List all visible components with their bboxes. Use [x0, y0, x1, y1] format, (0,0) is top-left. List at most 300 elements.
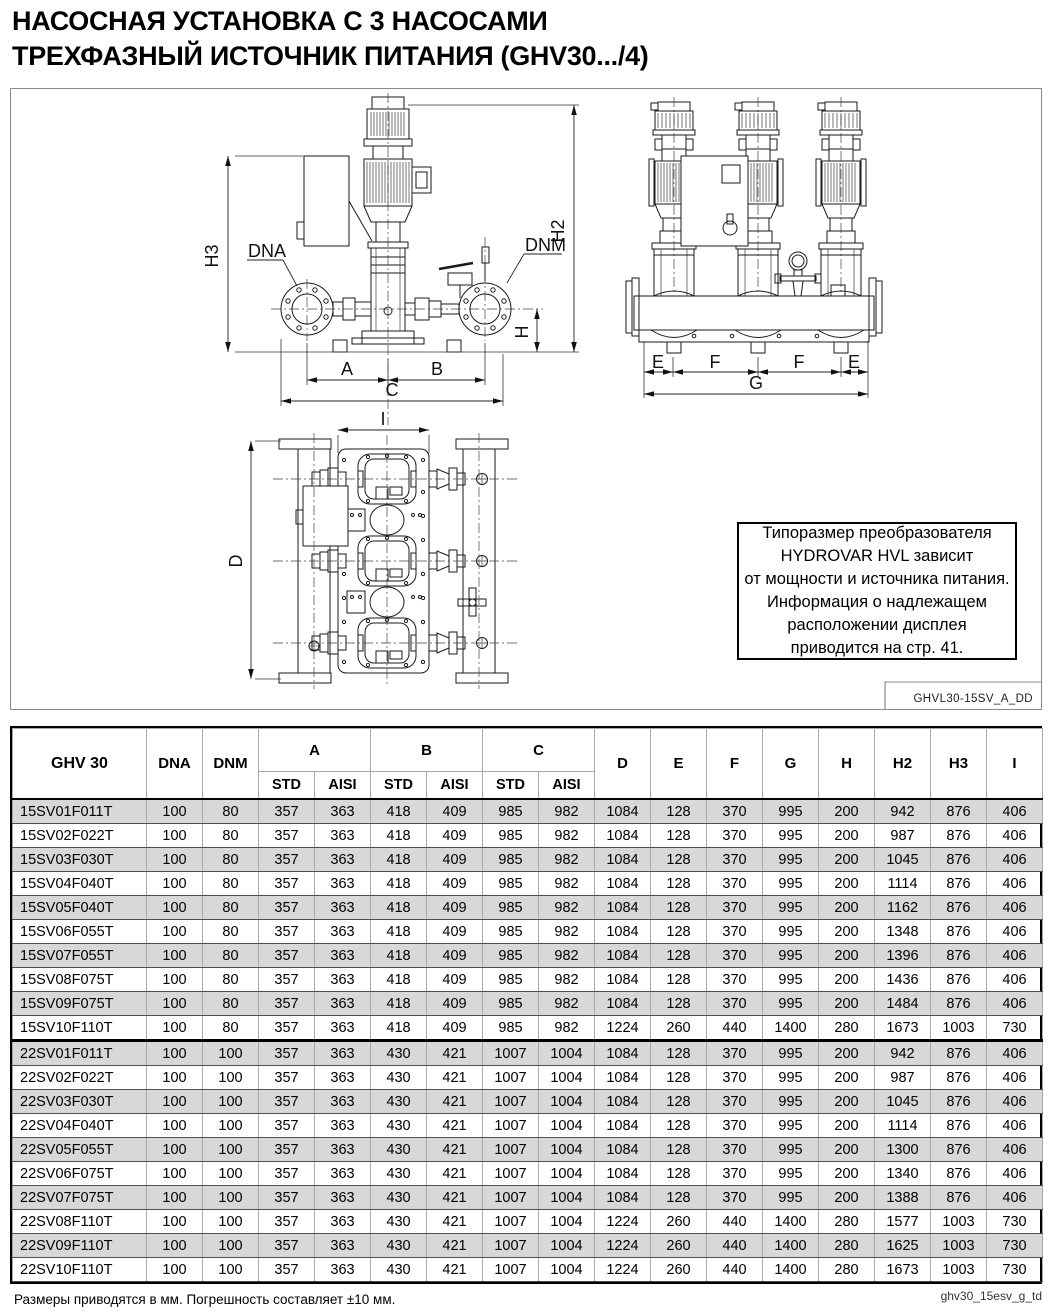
- row-label: 22SV03F030T: [13, 1090, 147, 1114]
- table-row: [13, 944, 1043, 968]
- cell: 370: [707, 896, 763, 920]
- cell: 995: [763, 799, 819, 824]
- cell: 876: [931, 1090, 987, 1114]
- column-header: I: [987, 729, 1043, 800]
- cell: 440: [707, 1234, 763, 1258]
- front-view: [235, 93, 579, 425]
- cell: 985: [483, 896, 539, 920]
- column-subheader: STD: [371, 772, 427, 800]
- table-row: [13, 1066, 1043, 1090]
- row-label: 15SV01F011T: [13, 799, 147, 824]
- front-pump: [333, 242, 461, 352]
- cell: 357: [259, 1066, 315, 1090]
- cell: 260: [651, 1016, 707, 1041]
- cell: 421: [427, 1186, 483, 1210]
- cell: 406: [987, 848, 1043, 872]
- cell: 80: [203, 799, 259, 824]
- cell: 363: [315, 920, 371, 944]
- cell: 363: [315, 1016, 371, 1041]
- cell: 1340: [875, 1162, 931, 1186]
- cell: 100: [147, 1258, 203, 1282]
- cell: 370: [707, 944, 763, 968]
- cell: 80: [203, 824, 259, 848]
- cell: 985: [483, 992, 539, 1016]
- cell: 100: [147, 944, 203, 968]
- cell: 1084: [595, 1138, 651, 1162]
- top-view: [273, 433, 517, 689]
- cell: 406: [987, 1066, 1043, 1090]
- cell: 876: [931, 1138, 987, 1162]
- cell: 1084: [595, 1114, 651, 1138]
- manifold: [626, 278, 882, 353]
- footer-note: Размеры приводятся в мм. Погрешность составляет ±10 мм.: [14, 1292, 396, 1307]
- cell: 357: [259, 920, 315, 944]
- cell: 200: [819, 920, 875, 944]
- cell: 100: [147, 1138, 203, 1162]
- row-label: 22SV07F075T: [13, 1186, 147, 1210]
- cell: 995: [763, 1162, 819, 1186]
- cell: 370: [707, 1162, 763, 1186]
- cell: 406: [987, 896, 1043, 920]
- cell: 100: [147, 1090, 203, 1114]
- cell: 363: [315, 944, 371, 968]
- cell: 370: [707, 1138, 763, 1162]
- cell: 430: [371, 1138, 427, 1162]
- cell: 730: [987, 1210, 1043, 1234]
- cell: 985: [483, 848, 539, 872]
- cell: 985: [483, 872, 539, 896]
- cell: 430: [371, 1210, 427, 1234]
- cell: 1400: [763, 1234, 819, 1258]
- cell: 982: [539, 872, 595, 896]
- cell: 363: [315, 1210, 371, 1234]
- control-box-top: [296, 486, 348, 546]
- cell: 363: [315, 1114, 371, 1138]
- cell: 409: [427, 944, 483, 968]
- cell: 200: [819, 824, 875, 848]
- cell: 876: [931, 872, 987, 896]
- row-label: 15SV02F022T: [13, 824, 147, 848]
- row-label: 15SV08F075T: [13, 968, 147, 992]
- cell: 982: [539, 848, 595, 872]
- cell: 100: [147, 968, 203, 992]
- cell: 200: [819, 799, 875, 824]
- note-line: HYDROVAR HVL зависит: [780, 547, 974, 565]
- cell: 421: [427, 1114, 483, 1138]
- cell: 430: [371, 1186, 427, 1210]
- cell: 200: [819, 1186, 875, 1210]
- cell: 409: [427, 896, 483, 920]
- cell: 1400: [763, 1210, 819, 1234]
- cell: 200: [819, 848, 875, 872]
- cell: 440: [707, 1016, 763, 1041]
- cell: 100: [147, 1066, 203, 1090]
- cell: 1084: [595, 992, 651, 1016]
- table-row: [13, 799, 1043, 824]
- cell: 982: [539, 920, 595, 944]
- row-label: 22SV04F040T: [13, 1114, 147, 1138]
- cell: 128: [651, 799, 707, 824]
- column-header: F: [707, 729, 763, 800]
- cell: 876: [931, 1162, 987, 1186]
- cell: 357: [259, 896, 315, 920]
- column-subheader: STD: [259, 772, 315, 800]
- cell: 421: [427, 1258, 483, 1282]
- cell: 985: [483, 1016, 539, 1041]
- row-label: 15SV07F055T: [13, 944, 147, 968]
- cell: 100: [147, 1210, 203, 1234]
- cell: 1084: [595, 872, 651, 896]
- cell: 1003: [931, 1258, 987, 1282]
- cell: 1084: [595, 944, 651, 968]
- cell: 876: [931, 848, 987, 872]
- cell: 730: [987, 1258, 1043, 1282]
- cell: 1300: [875, 1138, 931, 1162]
- cell: 421: [427, 1210, 483, 1234]
- table-row: [13, 872, 1043, 896]
- table-row: [13, 848, 1043, 872]
- cell: 730: [987, 1016, 1043, 1041]
- cell: 363: [315, 1138, 371, 1162]
- note-line: расположении дисплея: [787, 616, 967, 634]
- control-box-front: [297, 156, 372, 246]
- cell: 430: [371, 1258, 427, 1282]
- cell: 876: [931, 1114, 987, 1138]
- cell: 357: [259, 1138, 315, 1162]
- cell: 357: [259, 1162, 315, 1186]
- cell: 260: [651, 1258, 707, 1282]
- cell: 357: [259, 1258, 315, 1282]
- cell: 995: [763, 992, 819, 1016]
- cell: 418: [371, 968, 427, 992]
- cell: 1007: [483, 1090, 539, 1114]
- cell: 370: [707, 1186, 763, 1210]
- cell: 985: [483, 920, 539, 944]
- table-row: [13, 1041, 1043, 1066]
- cell: 876: [931, 920, 987, 944]
- cell: 1084: [595, 920, 651, 944]
- cell: 100: [147, 920, 203, 944]
- cell: 995: [763, 968, 819, 992]
- cell: 1004: [539, 1186, 595, 1210]
- cell: 406: [987, 1114, 1043, 1138]
- cell: 409: [427, 920, 483, 944]
- cell: 409: [427, 992, 483, 1016]
- dim-label-h3: H3: [202, 244, 222, 268]
- cell: 406: [987, 1041, 1043, 1066]
- dim-label-b: B: [430, 359, 444, 379]
- cell: 370: [707, 848, 763, 872]
- cell: 200: [819, 872, 875, 896]
- cell: 418: [371, 872, 427, 896]
- cell: 1003: [931, 1016, 987, 1041]
- cell: 440: [707, 1258, 763, 1282]
- cell: 982: [539, 799, 595, 824]
- cell: 1007: [483, 1258, 539, 1282]
- cell: 430: [371, 1041, 427, 1066]
- cell: 363: [315, 824, 371, 848]
- cell: 406: [987, 1138, 1043, 1162]
- cell: 100: [203, 1162, 259, 1186]
- cell: 370: [707, 1066, 763, 1090]
- cell: 1004: [539, 1210, 595, 1234]
- row-label: 22SV08F110T: [13, 1210, 147, 1234]
- cell: 100: [147, 896, 203, 920]
- cell: 100: [203, 1186, 259, 1210]
- cell: 128: [651, 1090, 707, 1114]
- pressure-gauge: [775, 252, 821, 296]
- cell: 370: [707, 968, 763, 992]
- cell: 1004: [539, 1138, 595, 1162]
- cell: 100: [203, 1041, 259, 1066]
- cell: 418: [371, 824, 427, 848]
- cell: 200: [819, 992, 875, 1016]
- cell: 876: [931, 968, 987, 992]
- row-label: 15SV09F075T: [13, 992, 147, 1016]
- cell: 1007: [483, 1186, 539, 1210]
- cell: 1400: [763, 1258, 819, 1282]
- cell: 357: [259, 1090, 315, 1114]
- cell: 370: [707, 1090, 763, 1114]
- cell: 1348: [875, 920, 931, 944]
- cell: 363: [315, 968, 371, 992]
- cell: 982: [539, 824, 595, 848]
- control-box-side: [681, 156, 748, 246]
- cell: 995: [763, 872, 819, 896]
- column-header: E: [651, 729, 707, 800]
- cell: 370: [707, 1114, 763, 1138]
- cell: 200: [819, 1162, 875, 1186]
- cell: 100: [147, 992, 203, 1016]
- cell: 421: [427, 1066, 483, 1090]
- cell: 128: [651, 896, 707, 920]
- note-line: Информация о надлежащем: [766, 593, 988, 611]
- cell: 1114: [875, 872, 931, 896]
- cell: 128: [651, 944, 707, 968]
- cell: 418: [371, 799, 427, 824]
- cell: 1084: [595, 799, 651, 824]
- cell: 128: [651, 992, 707, 1016]
- cell: 406: [987, 872, 1043, 896]
- cell: 1004: [539, 1090, 595, 1114]
- cell: 357: [259, 1016, 315, 1041]
- dimensions-table-wrap: [10, 726, 1042, 1284]
- cell: 200: [819, 944, 875, 968]
- header-row: [13, 729, 1043, 772]
- cell: 985: [483, 824, 539, 848]
- cell: 1224: [595, 1258, 651, 1282]
- cell: 982: [539, 944, 595, 968]
- cell: 985: [483, 968, 539, 992]
- cell: 128: [651, 824, 707, 848]
- cell: 995: [763, 848, 819, 872]
- cell: 200: [819, 1090, 875, 1114]
- cell: 80: [203, 1016, 259, 1041]
- cell: 421: [427, 1234, 483, 1258]
- cell: 406: [987, 1162, 1043, 1186]
- column-header: D: [595, 729, 651, 800]
- cell: 280: [819, 1258, 875, 1282]
- cell: 876: [931, 1066, 987, 1090]
- cell: 982: [539, 896, 595, 920]
- cell: 128: [651, 1066, 707, 1090]
- cell: 430: [371, 1114, 427, 1138]
- cell: 995: [763, 1138, 819, 1162]
- cell: 987: [875, 824, 931, 848]
- cell: 100: [147, 1016, 203, 1041]
- cell: 430: [371, 1234, 427, 1258]
- pump-unit-3: [816, 97, 866, 296]
- column-header: DNA: [147, 729, 203, 800]
- cell: 280: [819, 1234, 875, 1258]
- cell: 995: [763, 1114, 819, 1138]
- cell: 1084: [595, 968, 651, 992]
- cell: 418: [371, 920, 427, 944]
- cell: 100: [147, 1186, 203, 1210]
- dim-label-c: C: [385, 380, 399, 400]
- cell: 876: [931, 896, 987, 920]
- cell: 418: [371, 848, 427, 872]
- cell: 370: [707, 872, 763, 896]
- cell: 100: [203, 1258, 259, 1282]
- note-line: Типоразмер преобразователя: [762, 524, 992, 542]
- column-header: H3: [931, 729, 987, 800]
- table-row: [13, 1234, 1043, 1258]
- dimensions-table: [12, 728, 1043, 1282]
- cell: 100: [147, 799, 203, 824]
- cell: 409: [427, 824, 483, 848]
- cell: 1388: [875, 1186, 931, 1210]
- cell: 100: [147, 872, 203, 896]
- cell: 1004: [539, 1234, 595, 1258]
- note-line: приводится на стр. 41.: [790, 639, 964, 657]
- cell: 876: [931, 944, 987, 968]
- cell: 128: [651, 920, 707, 944]
- cell: 1004: [539, 1258, 595, 1282]
- discharge-connector: [405, 298, 459, 320]
- table-row: [13, 992, 1043, 1016]
- cell: 409: [427, 968, 483, 992]
- table-row: [13, 1138, 1043, 1162]
- dim-label-i: I: [380, 409, 386, 429]
- cell: 876: [931, 1041, 987, 1066]
- cell: 1673: [875, 1016, 931, 1041]
- column-subheader: STD: [483, 772, 539, 800]
- column-subheader: AISI: [427, 772, 483, 800]
- cell: 1004: [539, 1114, 595, 1138]
- cell: 1003: [931, 1234, 987, 1258]
- dim-label-d: D: [226, 554, 246, 568]
- row-label: 22SV09F110T: [13, 1234, 147, 1258]
- cell: 406: [987, 1186, 1043, 1210]
- cell: 1673: [875, 1258, 931, 1282]
- cell: 406: [987, 944, 1043, 968]
- cell: 1007: [483, 1138, 539, 1162]
- column-header: A: [259, 729, 371, 772]
- column-header: G: [763, 729, 819, 800]
- cell: 100: [203, 1114, 259, 1138]
- table-row: [13, 896, 1043, 920]
- cell: 995: [763, 944, 819, 968]
- cell: 363: [315, 896, 371, 920]
- cell: 128: [651, 1162, 707, 1186]
- row-label: 15SV06F055T: [13, 920, 147, 944]
- cell: 942: [875, 799, 931, 824]
- cell: 1045: [875, 848, 931, 872]
- table-row: [13, 1090, 1043, 1114]
- cell: 1007: [483, 1210, 539, 1234]
- cell: 260: [651, 1234, 707, 1258]
- cell: 357: [259, 944, 315, 968]
- cell: 982: [539, 992, 595, 1016]
- page-title: [12, 4, 649, 74]
- cell: 370: [707, 992, 763, 1016]
- cell: 200: [819, 896, 875, 920]
- cell: 995: [763, 824, 819, 848]
- cell: 1577: [875, 1210, 931, 1234]
- cell: 357: [259, 848, 315, 872]
- cell: 876: [931, 992, 987, 1016]
- cell: 409: [427, 1016, 483, 1041]
- cell: 406: [987, 992, 1043, 1016]
- cell: 440: [707, 1210, 763, 1234]
- cell: 80: [203, 872, 259, 896]
- cell: 1004: [539, 1041, 595, 1066]
- cell: 1114: [875, 1114, 931, 1138]
- cell: 1625: [875, 1234, 931, 1258]
- footer-doc-code: ghv30_15esv_g_td: [940, 1289, 1042, 1303]
- front-motor: [364, 97, 431, 242]
- cell: 363: [315, 872, 371, 896]
- dim-label-a: A: [340, 359, 354, 379]
- cell: 357: [259, 824, 315, 848]
- cell: 363: [315, 799, 371, 824]
- table-row: [13, 1162, 1043, 1186]
- cell: 421: [427, 1090, 483, 1114]
- column-header: B: [371, 729, 483, 772]
- cell: 421: [427, 1041, 483, 1066]
- cell: 370: [707, 824, 763, 848]
- cell: 363: [315, 1090, 371, 1114]
- cell: 80: [203, 968, 259, 992]
- cell: 1084: [595, 896, 651, 920]
- row-label: 15SV05F040T: [13, 896, 147, 920]
- drawing-code: GHVL30-15SV_A_DD: [913, 693, 1033, 705]
- cell: 100: [203, 1210, 259, 1234]
- cell: 730: [987, 1234, 1043, 1258]
- side-view: [626, 97, 882, 353]
- cell: 100: [147, 1162, 203, 1186]
- page-title-line2: ТРЕХФАЗНЫЙ ИСТОЧНИК ПИТАНИЯ (GHV30.../4): [12, 41, 649, 71]
- dim-label-h2: H2: [548, 219, 568, 243]
- cell: 1484: [875, 992, 931, 1016]
- cell: 128: [651, 968, 707, 992]
- cell: 363: [315, 1041, 371, 1066]
- cell: 418: [371, 944, 427, 968]
- cell: 1436: [875, 968, 931, 992]
- cell: 370: [707, 920, 763, 944]
- cell: 406: [987, 824, 1043, 848]
- cell: 995: [763, 1090, 819, 1114]
- cell: 357: [259, 1041, 315, 1066]
- cell: 357: [259, 1114, 315, 1138]
- cell: 80: [203, 896, 259, 920]
- column-subheader: AISI: [315, 772, 371, 800]
- dim-label-dna: DNA: [248, 241, 287, 261]
- cell: 200: [819, 1114, 875, 1138]
- row-label: 15SV04F040T: [13, 872, 147, 896]
- cell: 80: [203, 944, 259, 968]
